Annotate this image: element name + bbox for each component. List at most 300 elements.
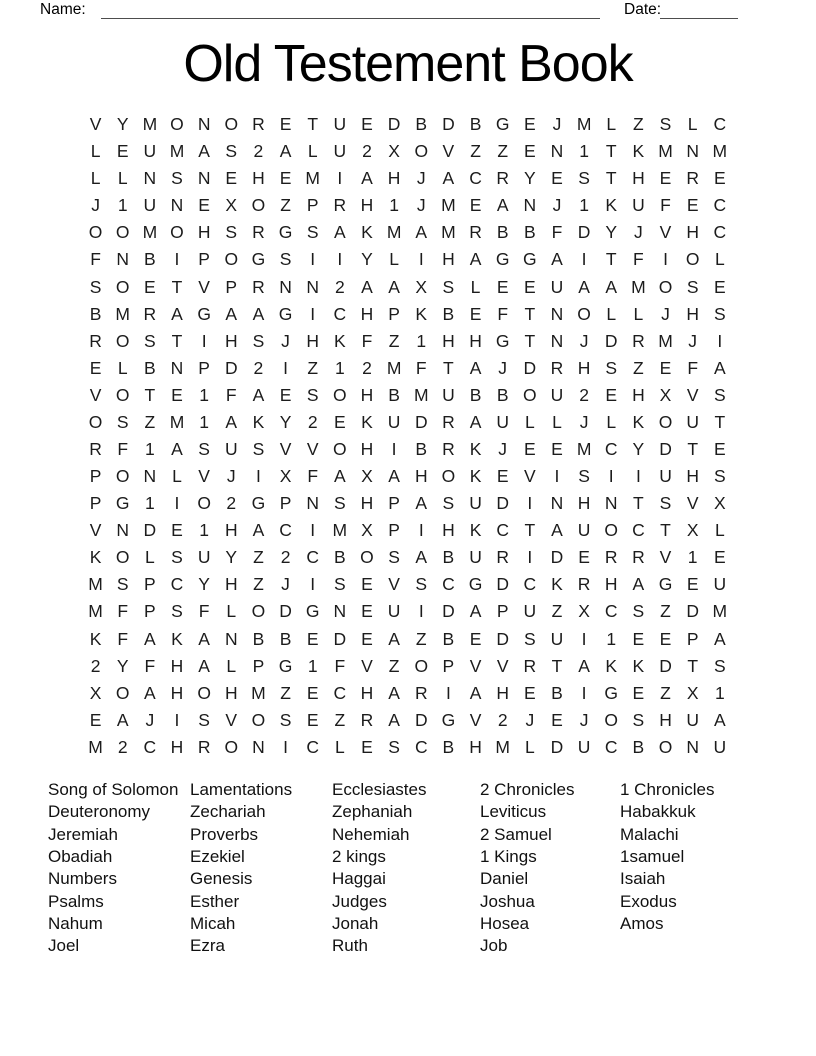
grid-cell: Y — [523, 168, 536, 189]
grid-cell: A — [252, 303, 265, 324]
grid-cell: E — [632, 682, 645, 703]
word-item: Zechariah — [190, 802, 266, 822]
grid-cell: E — [198, 195, 210, 216]
grid-cell: E — [713, 547, 726, 568]
grid-cell: 2 — [362, 141, 372, 162]
grid-cell: O — [333, 438, 347, 459]
word-item: Ecclesiastes — [332, 780, 427, 799]
grid-cell: C — [306, 736, 320, 757]
grid-cell: B — [89, 303, 102, 324]
grid-cell: S — [171, 547, 183, 568]
grid-cell: F — [361, 330, 373, 351]
grid-cell: D — [496, 628, 509, 649]
grid-cell: H — [604, 574, 618, 595]
name-blank-line — [101, 0, 600, 19]
grid-cell: P — [198, 357, 210, 378]
grid-cell: H — [224, 330, 238, 351]
grid-cell: A — [198, 141, 210, 162]
grid-cell: Z — [551, 601, 563, 622]
grid-cell: T — [443, 357, 454, 378]
grid-cell: H — [469, 330, 482, 351]
grid-cell: E — [116, 141, 129, 162]
grid-cell: C — [713, 195, 727, 216]
grid-cell: H — [306, 330, 320, 351]
grid-cell: L — [90, 168, 101, 189]
grid-cell: X — [388, 141, 400, 162]
grid-cell: C — [170, 574, 184, 595]
grid-cell: H — [496, 682, 509, 703]
grid-cell: F — [307, 466, 319, 487]
grid-cell: D — [414, 709, 428, 730]
grid-cell: Z — [280, 195, 291, 216]
grid-cell: N — [224, 628, 238, 649]
grid-cell: S — [388, 736, 400, 757]
grid-cell: R — [632, 330, 645, 351]
word-item: 1samuel — [620, 847, 685, 867]
grid-cell: V — [198, 466, 210, 487]
grid-cell: A — [333, 466, 346, 487]
grid-cell: V — [225, 709, 238, 730]
grid-cell: A — [361, 168, 373, 189]
grid-cell: S — [252, 438, 265, 459]
grid-cell: R — [632, 547, 645, 568]
grid-cell: Z — [388, 330, 400, 351]
grid-cell: M — [658, 141, 673, 162]
grid-cell: C — [469, 168, 482, 189]
grid-cell: J — [552, 195, 562, 216]
grid-cell: 1 — [199, 411, 209, 432]
word-list — [0, 779, 816, 969]
grid-cell: O — [523, 384, 537, 405]
grid-cell: 2 — [334, 276, 345, 297]
grid-cell: C — [523, 574, 537, 595]
grid-cell: E — [578, 547, 590, 568]
grid-cell: N — [333, 601, 347, 622]
grid-cell: H — [360, 384, 374, 405]
grid-cell: 2 — [362, 357, 372, 378]
grid-cell: A — [144, 682, 156, 703]
grid-cell: A — [713, 709, 726, 730]
word-item: Job — [480, 936, 508, 956]
grid-cell: O — [251, 601, 266, 622]
grid-cell: B — [333, 547, 346, 568]
grid-cell: I — [581, 249, 587, 270]
grid-cell: X — [686, 682, 699, 703]
grid-cell: E — [469, 628, 482, 649]
grid-cell: U — [387, 411, 401, 432]
grid-cell: X — [361, 520, 373, 541]
grid-cell: K — [632, 655, 645, 676]
grid-cell: D — [442, 601, 455, 622]
grid-cell: O — [333, 384, 347, 405]
grid-cell: O — [170, 114, 184, 135]
grid-cell: O — [197, 682, 211, 703]
grid-cell: M — [413, 384, 429, 405]
grid-cell: Y — [116, 655, 129, 676]
grid-cell: H — [170, 736, 184, 757]
grid-cell: B — [469, 114, 482, 135]
word-item: Nehemiah — [332, 824, 410, 844]
grid-cell: H — [197, 222, 211, 243]
grid-cell: R — [197, 736, 211, 757]
grid-cell: S — [279, 249, 292, 270]
word-item: Ruth — [332, 936, 368, 956]
grid-cell: N — [550, 303, 564, 324]
grid-cell: P — [388, 303, 400, 324]
grid-cell: O — [251, 195, 266, 216]
grid-cell: P — [388, 493, 400, 514]
grid-cell: O — [115, 222, 130, 243]
grid-cell: Z — [253, 547, 264, 568]
grid-cell: D — [414, 411, 428, 432]
grid-cell: I — [174, 493, 180, 514]
grid-cell: F — [90, 249, 101, 270]
word-item: Exodus — [620, 891, 677, 911]
grid-cell: 2 — [226, 493, 237, 514]
grid-cell: T — [605, 249, 617, 270]
grid-cell: R — [496, 168, 509, 189]
grid-cell: G — [523, 249, 537, 270]
grid-cell: S — [713, 384, 726, 405]
grid-cell: Z — [497, 141, 509, 162]
grid-cell: M — [631, 276, 646, 297]
word-item: Daniel — [480, 869, 529, 889]
word-item: Jeremiah — [48, 824, 118, 844]
grid-cell: I — [310, 303, 316, 324]
grid-cell: B — [388, 384, 400, 405]
grid-cell: S — [388, 547, 400, 568]
grid-cell: O — [170, 222, 184, 243]
grid-cell: Y — [225, 547, 238, 568]
grid-cell: U — [686, 709, 699, 730]
grid-cell: X — [279, 466, 292, 487]
grid-cell: T — [660, 520, 671, 541]
grid-cell: S — [523, 628, 536, 649]
grid-cell: S — [116, 574, 129, 595]
grid-cell: E — [171, 384, 183, 405]
grid-cell: H — [659, 709, 672, 730]
grid-cell: T — [524, 330, 536, 351]
grid-cell: R — [523, 655, 537, 676]
grid-cell: S — [89, 276, 102, 297]
grid-cell: G — [441, 709, 456, 730]
grid-cell: G — [604, 682, 619, 703]
grid-cell: Y — [198, 574, 210, 595]
grid-cell: O — [685, 249, 700, 270]
word-item: 2 Chronicles — [480, 780, 575, 799]
grid-cell: U — [469, 493, 482, 514]
grid-cell: G — [278, 303, 293, 324]
grid-cell: R — [252, 276, 265, 297]
grid-cell: 2 — [253, 141, 264, 162]
grid-cell: S — [442, 493, 455, 514]
grid-cell: B — [523, 222, 536, 243]
grid-cell: 1 — [199, 520, 209, 541]
grid-cell: L — [117, 168, 128, 189]
word-list-column — [48, 779, 178, 958]
grid-cell: J — [498, 357, 508, 378]
grid-cell: B — [632, 736, 645, 757]
grid-cell: E — [279, 384, 292, 405]
grid-cell: A — [415, 547, 428, 568]
grid-cell: A — [361, 276, 373, 297]
grid-cell: C — [333, 682, 347, 703]
grid-cell: Y — [361, 249, 373, 270]
grid-cell: S — [415, 574, 428, 595]
grid-cell: 1 — [606, 628, 617, 649]
grid-cell: A — [388, 276, 400, 297]
grid-cell: D — [496, 574, 509, 595]
word-item: 2 kings — [332, 847, 386, 867]
grid-cell: I — [581, 682, 587, 703]
grid-cell: A — [605, 276, 618, 297]
grid-cell: 2 — [253, 357, 264, 378]
grid-cell: L — [524, 736, 535, 757]
grid-cell: A — [469, 682, 482, 703]
grid-cell: S — [632, 709, 645, 730]
grid-cell: J — [281, 574, 290, 595]
grid-cell: H — [252, 168, 265, 189]
grid-cell: P — [388, 520, 400, 541]
grid-cell: 1 — [144, 493, 155, 514]
grid-cell: H — [224, 574, 238, 595]
grid-cell: S — [144, 330, 156, 351]
grid-cell: U — [577, 520, 591, 541]
grid-cell: U — [442, 384, 455, 405]
grid-cell: B — [415, 438, 428, 459]
grid-cell: E — [659, 628, 672, 649]
grid-cell: M — [712, 141, 728, 162]
grid-cell: O — [604, 520, 619, 541]
grid-cell: L — [714, 520, 725, 541]
grid-cell: A — [279, 141, 292, 162]
grid-cell: E — [496, 276, 509, 297]
grid-cell: E — [171, 520, 183, 541]
grid-cell: H — [632, 168, 645, 189]
grid-cell: P — [144, 574, 156, 595]
grid-cell: F — [198, 601, 210, 622]
grid-cell: E — [523, 682, 536, 703]
grid-cell: B — [442, 547, 455, 568]
grid-cell: E — [686, 195, 699, 216]
grid-cell: I — [717, 330, 723, 351]
grid-cell: B — [252, 628, 265, 649]
grid-cell: H — [170, 655, 184, 676]
grid-cell: A — [713, 357, 726, 378]
grid-cell: S — [171, 168, 183, 189]
grid-cell: R — [89, 438, 102, 459]
grid-cell: Z — [415, 628, 427, 649]
grid-cell: A — [225, 303, 238, 324]
grid-cell: A — [388, 682, 400, 703]
word-item: 1 Chronicles — [620, 780, 715, 799]
grid-cell: E — [659, 168, 672, 189]
grid-cell: N — [197, 168, 211, 189]
grid-cell: E — [523, 114, 536, 135]
grid-cell: I — [174, 709, 180, 730]
grid-cell: C — [713, 222, 727, 243]
grid-cell: G — [495, 114, 510, 135]
grid-cell: R — [333, 195, 347, 216]
grid-cell: Y — [279, 411, 292, 432]
grid-cell: C — [604, 601, 618, 622]
grid-cell: C — [306, 547, 320, 568]
grid-cell: A — [632, 574, 645, 595]
grid-cell: S — [659, 114, 672, 135]
grid-cell: I — [337, 249, 343, 270]
grid-cell: S — [442, 276, 455, 297]
grid-cell: H — [360, 682, 374, 703]
grid-cell: R — [686, 168, 699, 189]
grid-cell: R — [469, 222, 482, 243]
grid-cell: N — [550, 330, 564, 351]
grid-cell: U — [469, 547, 482, 568]
grid-cell: D — [224, 357, 238, 378]
grid-cell: T — [171, 276, 183, 297]
grid-cell: E — [551, 438, 563, 459]
grid-cell: U — [577, 736, 591, 757]
grid-cell: O — [360, 547, 374, 568]
grid-cell: B — [144, 249, 156, 270]
word-item: Leviticus — [480, 802, 547, 822]
grid-cell: E — [713, 276, 726, 297]
date-label: Date: — [624, 1, 662, 18]
grid-cell: 1 — [579, 141, 589, 162]
word-item: Lamentations — [190, 780, 293, 799]
grid-cell: J — [661, 303, 670, 324]
grid-cell: X — [89, 682, 102, 703]
grid-cell: G — [468, 574, 483, 595]
grid-cell: K — [361, 222, 373, 243]
grid-cell: O — [577, 303, 591, 324]
word-list-column — [480, 779, 575, 958]
grid-cell: N — [116, 520, 130, 541]
grid-cell: A — [469, 249, 482, 270]
grid-cell: B — [279, 628, 292, 649]
grid-cell: Y — [116, 114, 129, 135]
grid-cell: P — [89, 493, 102, 514]
grid-cell: L — [144, 547, 155, 568]
grid-cell: I — [201, 330, 207, 351]
grid-cell: 2 — [579, 384, 589, 405]
grid-cell: H — [414, 466, 428, 487]
grid-cell: D — [442, 114, 455, 135]
grid-cell: S — [632, 601, 645, 622]
word-search-grid — [82, 111, 733, 761]
grid-cell: F — [117, 628, 129, 649]
grid-cell: A — [198, 655, 210, 676]
grid-cell: I — [174, 249, 180, 270]
grid-cell: A — [388, 628, 400, 649]
grid-cell: U — [632, 195, 645, 216]
grid-cell: P — [279, 493, 292, 514]
grid-cell: N — [604, 493, 618, 514]
grid-cell: M — [576, 114, 592, 135]
grid-cell: I — [391, 438, 397, 459]
grid-cell: B — [551, 682, 563, 703]
grid-cell: A — [551, 249, 563, 270]
grid-cell: A — [252, 384, 265, 405]
grid-cell: L — [687, 114, 698, 135]
grid-cell: L — [606, 303, 617, 324]
grid-cell: H — [387, 168, 401, 189]
grid-cell: 1 — [579, 195, 589, 216]
grid-cell: G — [251, 493, 266, 514]
grid-cell: X — [713, 493, 726, 514]
grid-cell: K — [252, 411, 265, 432]
word-item: Numbers — [48, 869, 117, 889]
grid-cell: E — [523, 141, 536, 162]
date-blank-line — [660, 0, 738, 19]
grid-cell: F — [633, 249, 644, 270]
word-item: Nahum — [48, 914, 103, 934]
grid-cell: D — [333, 628, 347, 649]
grid-cell: U — [143, 195, 157, 216]
grid-cell: F — [225, 384, 237, 405]
grid-cell: P — [252, 655, 265, 676]
grid-cell: F — [117, 438, 129, 459]
grid-cell: S — [605, 357, 618, 378]
grid-cell: I — [527, 493, 533, 514]
grid-cell: K — [469, 466, 482, 487]
grid-cell: M — [332, 520, 348, 541]
grid-cell: H — [224, 520, 238, 541]
grid-cell: P — [496, 601, 509, 622]
grid-cell: R — [89, 330, 102, 351]
grid-cell: N — [143, 168, 157, 189]
grid-cell: T — [144, 384, 156, 405]
grid-cell: A — [252, 520, 265, 541]
grid-cell: N — [252, 736, 265, 757]
grid-cell: V — [306, 438, 319, 459]
word-item: Amos — [620, 914, 664, 934]
word-item: Ezekiel — [190, 847, 245, 867]
grid-cell: Z — [280, 682, 291, 703]
grid-cell: M — [305, 168, 320, 189]
grid-cell: H — [442, 330, 455, 351]
grid-cell: T — [171, 330, 183, 351]
grid-cell: M — [386, 357, 402, 378]
grid-cell: O — [414, 141, 429, 162]
grid-cell: E — [713, 438, 726, 459]
word-item: Song of Solomon — [48, 780, 179, 799]
grid-cell: M — [142, 222, 158, 243]
grid-cell: D — [496, 493, 509, 514]
word-item: 1 Kings — [480, 847, 537, 867]
grid-cell: Z — [253, 574, 264, 595]
grid-cell: T — [551, 655, 563, 676]
grid-cell: K — [415, 303, 428, 324]
grid-cell: H — [686, 303, 699, 324]
grid-cell: Z — [144, 411, 156, 432]
grid-cell: H — [469, 736, 482, 757]
grid-cell: N — [686, 141, 699, 162]
grid-cell: H — [360, 438, 374, 459]
grid-cell: K — [89, 547, 102, 568]
grid-cell: C — [496, 520, 509, 541]
grid-cell: X — [415, 276, 428, 297]
grid-cell: E — [523, 276, 536, 297]
grid-cell: Z — [660, 601, 671, 622]
page-title: Old Testement Book — [183, 35, 633, 93]
grid-cell: H — [224, 682, 238, 703]
grid-cell: C — [604, 438, 618, 459]
grid-cell: E — [469, 303, 482, 324]
grid-cell: E — [279, 114, 292, 135]
grid-cell: P — [144, 601, 156, 622]
grid-cell: O — [115, 276, 130, 297]
grid-cell: T — [687, 655, 699, 676]
